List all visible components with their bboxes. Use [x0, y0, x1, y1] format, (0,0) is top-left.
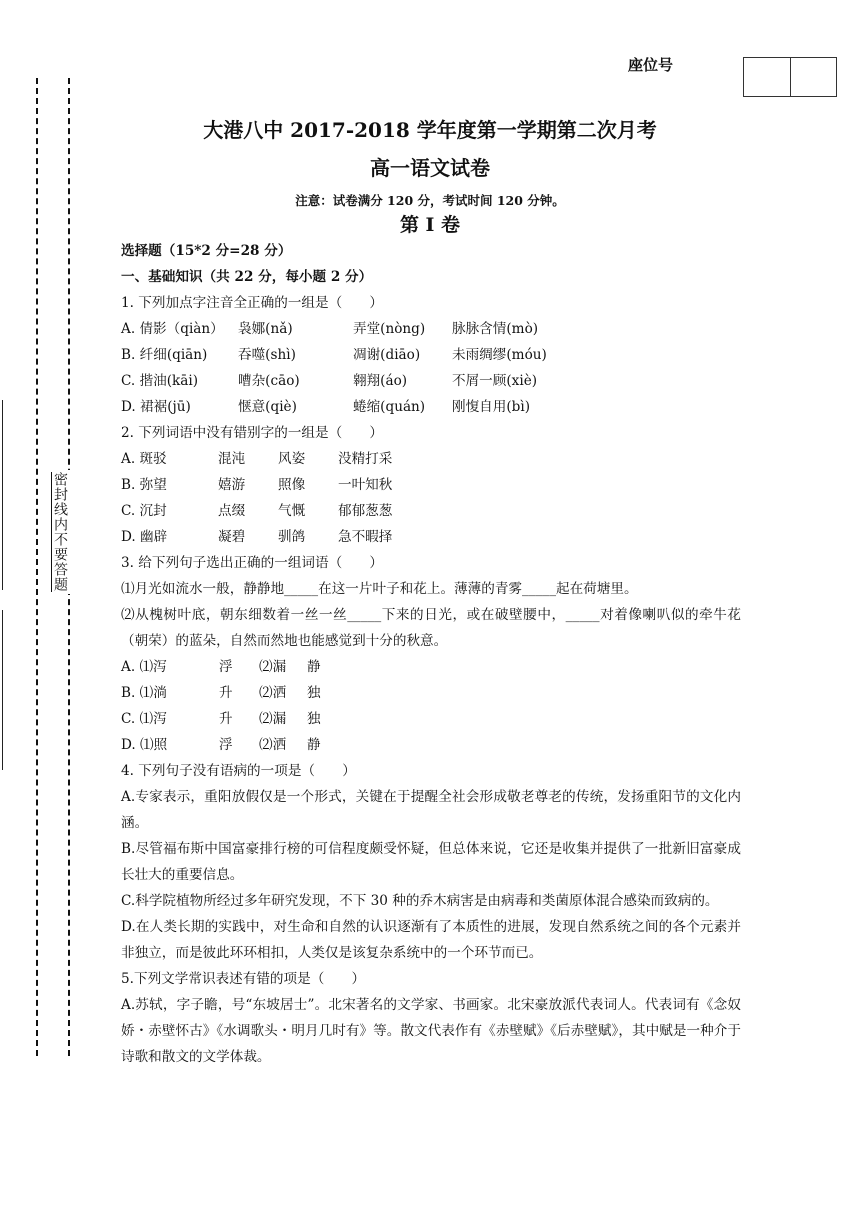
question-1-stem: 1. 下列加点字注音全正确的一组是（ ） [121, 295, 383, 311]
seat-number-label: 座位号 [628, 56, 674, 74]
option-item: 照像 [278, 477, 306, 493]
volume-heading: 第 I 卷 [399, 214, 461, 236]
question-2-stem: 2. 下列词语中没有错别字的一组是（ ） [121, 425, 383, 441]
exam-subtitle: 高一语文试卷 [370, 156, 490, 180]
option-item: A. 斑驳 [121, 451, 167, 467]
question-4-option-b: B.尽管福布斯中国富豪排行榜的可信程度颇受怀疑，但总体来说，它还是收集并提供了一批新旧富豪成长壮大的重要信息。 [121, 841, 741, 883]
question-2-option-a [121, 446, 741, 472]
question-3-option-a [121, 654, 741, 680]
exam-title: 大港八中 2017-2018 学年度第一学期第二次月考 [203, 118, 657, 142]
option-item: 点缀 [218, 503, 246, 519]
question-3-option-c [121, 706, 741, 732]
option-item: 升 [219, 711, 233, 727]
question-4-stem: 4. 下列句子没有语病的一项是（ ） [121, 763, 356, 779]
question-3-option-d [121, 732, 741, 758]
option-item: C. 揩油(kāi) [121, 373, 199, 389]
question-3-sentence-2: ⑵从槐树叶底，朝东细数着一丝一丝_____下来的日光，或在破壁腰中，_____对着像喇叭似的牵牛花（朝荣）的蓝朵，自然而然地也能感觉到十分的秋意。 [121, 607, 741, 649]
option-item: 惬意(qiè) [238, 399, 297, 415]
option-item: D. 幽辟 [121, 529, 168, 545]
option-item: 嘈杂(cāo) [238, 373, 300, 389]
side-fill-line [2, 400, 3, 590]
option-item: ⑵漏 [259, 659, 287, 675]
option-item: 蜷缩(quán) [353, 399, 426, 415]
binding-dashed-line [36, 78, 38, 1056]
option-item: A. ⑴泻 [121, 659, 167, 675]
seat-number-boxes [743, 57, 837, 97]
question-1-option-c [121, 368, 741, 394]
option-item: 没精打采 [338, 451, 393, 467]
question-5-stem: 5.下列文学常识表述有错的项是（ ） [121, 971, 366, 987]
option-item: 静 [307, 737, 321, 753]
option-item: 混沌 [218, 451, 246, 467]
seat-number-cell [790, 58, 837, 96]
question-3-option-b [121, 680, 741, 706]
option-item: ⑵漏 [259, 711, 287, 727]
option-item: ⑵洒 [259, 737, 287, 753]
question-4-option-c: C.科学院植物所经过多年研究发现，不下 30 种的乔木病害是由病毒和类菌原体混合感染而致病的。 [121, 893, 719, 909]
option-item: A. 倩影（qiàn） [121, 321, 224, 337]
part1-heading: 一、基础知识（共 22 分，每小题 2 分） [121, 269, 373, 285]
option-item: 嬉游 [218, 477, 246, 493]
choice-heading: 选择题（15*2 分=28 分） [121, 243, 292, 259]
option-item: 一叶知秋 [338, 477, 393, 493]
question-5-option-a: A.苏轼，字子瞻，号“东坡居士”。北宋著名的文学家、书画家。北宋豪放派代表词人。代表词有《念奴娇・赤壁怀古》《水调歌头・明月几时有》等。散文代表作有《赤壁赋》《后赤壁赋》，其中赋是一种介于诗歌和散文的文学体裁。 [121, 997, 741, 1065]
option-item: 浮 [219, 659, 233, 675]
question-2-option-b [121, 472, 741, 498]
option-item: C. 沉封 [121, 503, 167, 519]
seat-number-cell [744, 58, 790, 96]
option-item: 脉脉含情(mò) [452, 321, 539, 337]
question-3-stem: 3. 给下列句子选出正确的一组词语（ ） [121, 555, 383, 571]
option-item: 刚愎自用(bì) [452, 399, 531, 415]
question-2-option-d [121, 524, 741, 550]
option-item: B. ⑴淌 [121, 685, 167, 701]
option-item: 独 [307, 711, 321, 727]
question-1-option-a [121, 316, 741, 342]
question-2-option-c [121, 498, 741, 524]
option-item: 袅娜(nǎ) [238, 321, 293, 337]
option-item: D. 裙裾(jū) [121, 399, 191, 415]
option-item: 未雨绸缪(móu) [452, 347, 547, 363]
option-item: 驯鸽 [278, 529, 306, 545]
side-fill-line [2, 610, 3, 770]
option-item: 风姿 [278, 451, 306, 467]
option-item: D. ⑴照 [121, 737, 168, 753]
option-item: 浮 [219, 737, 233, 753]
option-item: 弄堂(nòng) [353, 321, 426, 337]
seal-line-notice: 密封线内不要答题 [52, 472, 68, 592]
option-item: 翱翔(áo) [353, 373, 408, 389]
option-item: B. 弥望 [121, 477, 167, 493]
option-item: ⑵洒 [259, 685, 287, 701]
option-item: 独 [307, 685, 321, 701]
option-item: 不屑一顾(xiè) [452, 373, 538, 389]
question-content [121, 238, 741, 1070]
question-4-option-a: A.专家表示，重阳放假仅是一个形式，关键在于提醒全社会形成敬老尊老的传统，发扬重阳节的文化内涵。 [121, 789, 741, 831]
option-item: 凋谢(diāo) [353, 347, 421, 363]
option-item: 静 [307, 659, 321, 675]
option-item: 急不暇择 [338, 529, 393, 545]
option-item: 升 [219, 685, 233, 701]
option-item: 气慨 [278, 503, 306, 519]
question-1-option-b [121, 342, 741, 368]
option-item: 郁郁葱葱 [338, 503, 393, 519]
option-item: C. ⑴泻 [121, 711, 167, 727]
exam-notice: 注意：试卷满分 120 分，考试时间 120 分钟。 [295, 193, 565, 208]
question-4-option-d: D.在人类长期的实践中，对生命和自然的认识逐渐有了本质性的进展，发现自然系统之间的各个元素并非独立，而是彼此环环相扣，人类仅是该复杂系统中的一个环节而已。 [121, 919, 741, 961]
option-item: 吞噬(shì) [238, 347, 296, 363]
option-item: 凝碧 [218, 529, 246, 545]
question-1-option-d [121, 394, 741, 420]
option-item: B. 纤细(qiān) [121, 347, 208, 363]
question-3-sentence-1: ⑴月光如流水一般，静静地_____在这一片叶子和花上。薄薄的青雾_____起在荷塘里。 [121, 581, 638, 597]
